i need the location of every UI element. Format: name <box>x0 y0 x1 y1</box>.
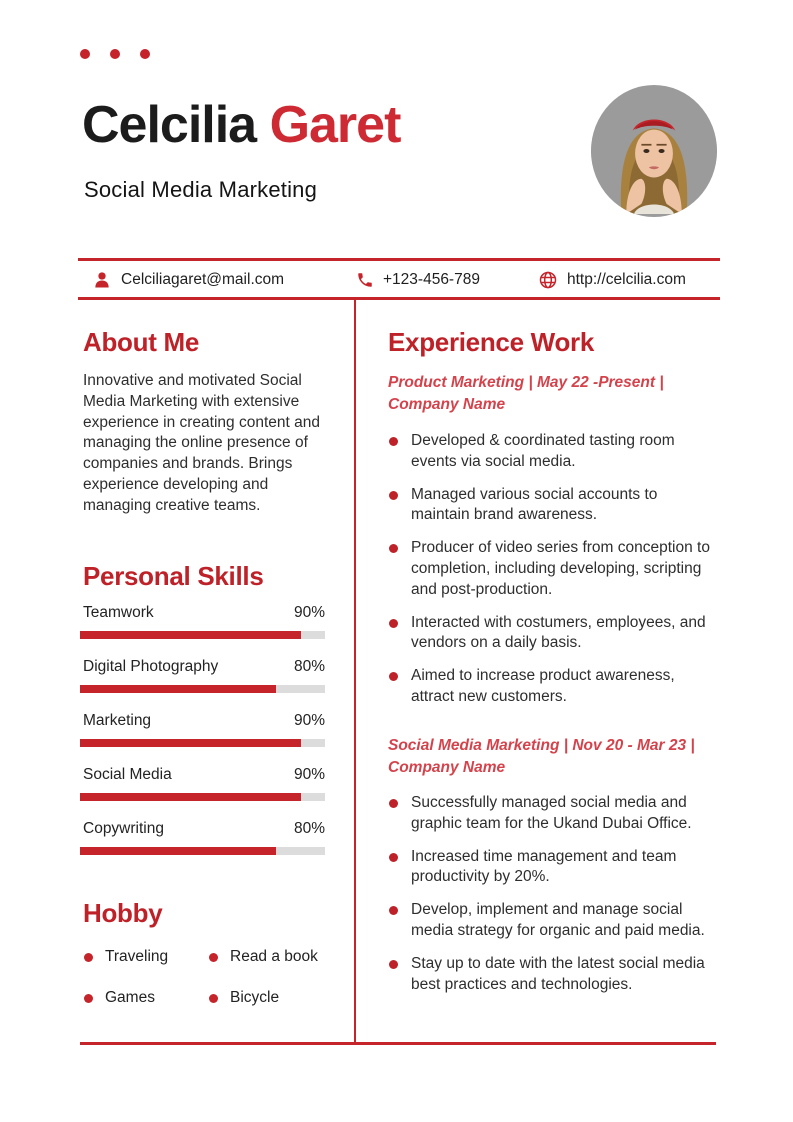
contact-phone[interactable] <box>356 267 480 293</box>
bullet-dot-icon <box>84 953 93 962</box>
decorative-dots <box>80 49 150 59</box>
experience-bullet <box>388 538 714 600</box>
page-bottom-rule <box>80 1042 716 1045</box>
contact-website[interactable] <box>538 267 686 293</box>
skills-list <box>80 604 325 874</box>
bullet-dot-icon <box>84 994 93 1003</box>
person-icon <box>92 270 112 290</box>
skill-bar-track <box>80 793 325 801</box>
job-title-line: Social Media Marketing | Nov 20 - Mar 23 | <box>388 737 695 754</box>
experience-bullet-text: Develop, implement and manage social media strategy for organic and paid media. <box>411 901 705 939</box>
contact-bar-top-rule <box>78 258 720 261</box>
column-divider-rule <box>354 300 356 1043</box>
skill-percent: 80% <box>293 658 325 675</box>
dot-icon <box>110 49 120 59</box>
skill-bar-fill <box>80 793 301 801</box>
skill-label: Copywriting <box>83 820 164 837</box>
skill-bar-fill <box>80 685 276 693</box>
job-bullet-list-1 <box>388 431 714 720</box>
skill-bar-track <box>80 631 325 639</box>
contact-bar-bottom-rule <box>78 297 720 300</box>
experience-bullet-text: Successfully managed social media and graphic team for the Ukand Dubai Office. <box>411 794 692 832</box>
first-name: Celcilia <box>82 96 257 154</box>
hobby-label: Bicycle <box>230 989 280 1006</box>
experience-bullet <box>388 666 714 708</box>
hobby-label: Read a book <box>230 948 318 965</box>
bullet-dot-icon <box>389 437 398 446</box>
bullet-dot-icon <box>209 994 218 1003</box>
skill-bar-track <box>80 685 325 693</box>
avatar <box>591 85 717 217</box>
dot-icon <box>140 49 150 59</box>
hobby-heading: Hobby <box>83 898 163 928</box>
skill-bar-track <box>80 739 325 747</box>
person-name <box>82 96 400 156</box>
experience-bullet <box>388 485 714 527</box>
bullet-dot-icon <box>389 672 398 681</box>
job-company-line: Company Name <box>388 396 506 413</box>
experience-bullet-text: Stay up to date with the latest social media best practices and technologies. <box>411 954 705 993</box>
job-title-1 <box>388 372 718 416</box>
skill-bar-fill <box>80 739 301 747</box>
hobby-item <box>84 989 209 1007</box>
job-company-line: Company Name <box>388 759 506 776</box>
experience-bullet-text: Managed various social accounts to maintain brand awareness. <box>411 485 658 524</box>
hobby-item <box>209 989 344 1007</box>
experience-bullet <box>388 613 714 655</box>
last-name: Garet <box>269 96 401 154</box>
job-title-line: Product Marketing | May 22 -Present | <box>388 374 664 391</box>
skill-item <box>80 820 325 855</box>
hobby-item <box>84 948 209 966</box>
phone-text: +123-456-789 <box>383 271 480 288</box>
skill-item <box>80 658 325 693</box>
skill-percent: 80% <box>293 820 325 837</box>
skill-bar-fill <box>80 847 276 855</box>
bullet-dot-icon <box>389 960 398 969</box>
experience-bullet <box>388 431 714 473</box>
skill-percent: 90% <box>293 712 325 729</box>
bullet-dot-icon <box>389 544 398 553</box>
globe-icon <box>538 270 558 290</box>
dot-icon <box>80 49 90 59</box>
experience-bullet-text: Interacted with costumers, employees, and vendors on a daily basis. <box>411 613 706 652</box>
skill-item <box>80 604 325 639</box>
experience-bullet-text: Increased time management and team productivity by 20%. <box>411 847 677 886</box>
skill-label: Digital Photography <box>83 658 219 675</box>
skill-label: Social Media <box>83 766 172 783</box>
skill-bar-fill <box>80 631 301 639</box>
hobby-list <box>84 948 344 1007</box>
phone-icon <box>356 271 374 289</box>
bullet-dot-icon <box>389 906 398 915</box>
about-text: Innovative and motivated Social Media Marketing with extensive experience in creating content and managing the online presence of companies and brands. Brings experience developing and managing creative teams. <box>83 372 320 514</box>
hobby-label: Games <box>105 989 155 1006</box>
experience-bullet-text: Producer of video series from conception to completion, including developing, scripting and post-production. <box>411 539 710 598</box>
website-text: http://celcilia.com <box>567 271 686 288</box>
bullet-dot-icon <box>389 619 398 628</box>
experience-bullet <box>388 793 714 835</box>
experience-bullet-text: Aimed to increase product awareness, attract new customers. <box>411 667 675 705</box>
experience-heading: Experience Work <box>388 327 595 357</box>
job-bullet-list-2 <box>388 793 714 1007</box>
skill-label: Marketing <box>83 712 152 729</box>
contact-email[interactable] <box>92 267 284 293</box>
skill-label: Teamwork <box>83 604 154 621</box>
skill-item <box>80 712 325 747</box>
experience-bullet <box>388 900 714 942</box>
skill-percent: 90% <box>293 766 325 783</box>
bullet-dot-icon <box>389 491 398 500</box>
hobby-label: Traveling <box>105 948 169 965</box>
email-text: Celciliagaret@mail.com <box>121 271 285 288</box>
skills-heading: Personal Skills <box>83 561 264 591</box>
skill-item <box>80 766 325 801</box>
experience-bullet <box>388 847 714 889</box>
woman-portrait-illustration <box>591 85 717 217</box>
experience-bullet <box>388 954 714 996</box>
bullet-dot-icon <box>209 953 218 962</box>
job-title-2 <box>388 735 718 779</box>
bullet-dot-icon <box>389 853 398 862</box>
about-heading: About Me <box>83 327 200 357</box>
hobby-item <box>209 948 344 966</box>
bullet-dot-icon <box>389 799 398 808</box>
experience-bullet-text: Developed & coordinated tasting room events via social media. <box>411 432 675 470</box>
skill-bar-track <box>80 847 325 855</box>
skill-percent: 90% <box>293 604 325 621</box>
profession-subtitle: Social Media Marketing <box>84 177 318 202</box>
